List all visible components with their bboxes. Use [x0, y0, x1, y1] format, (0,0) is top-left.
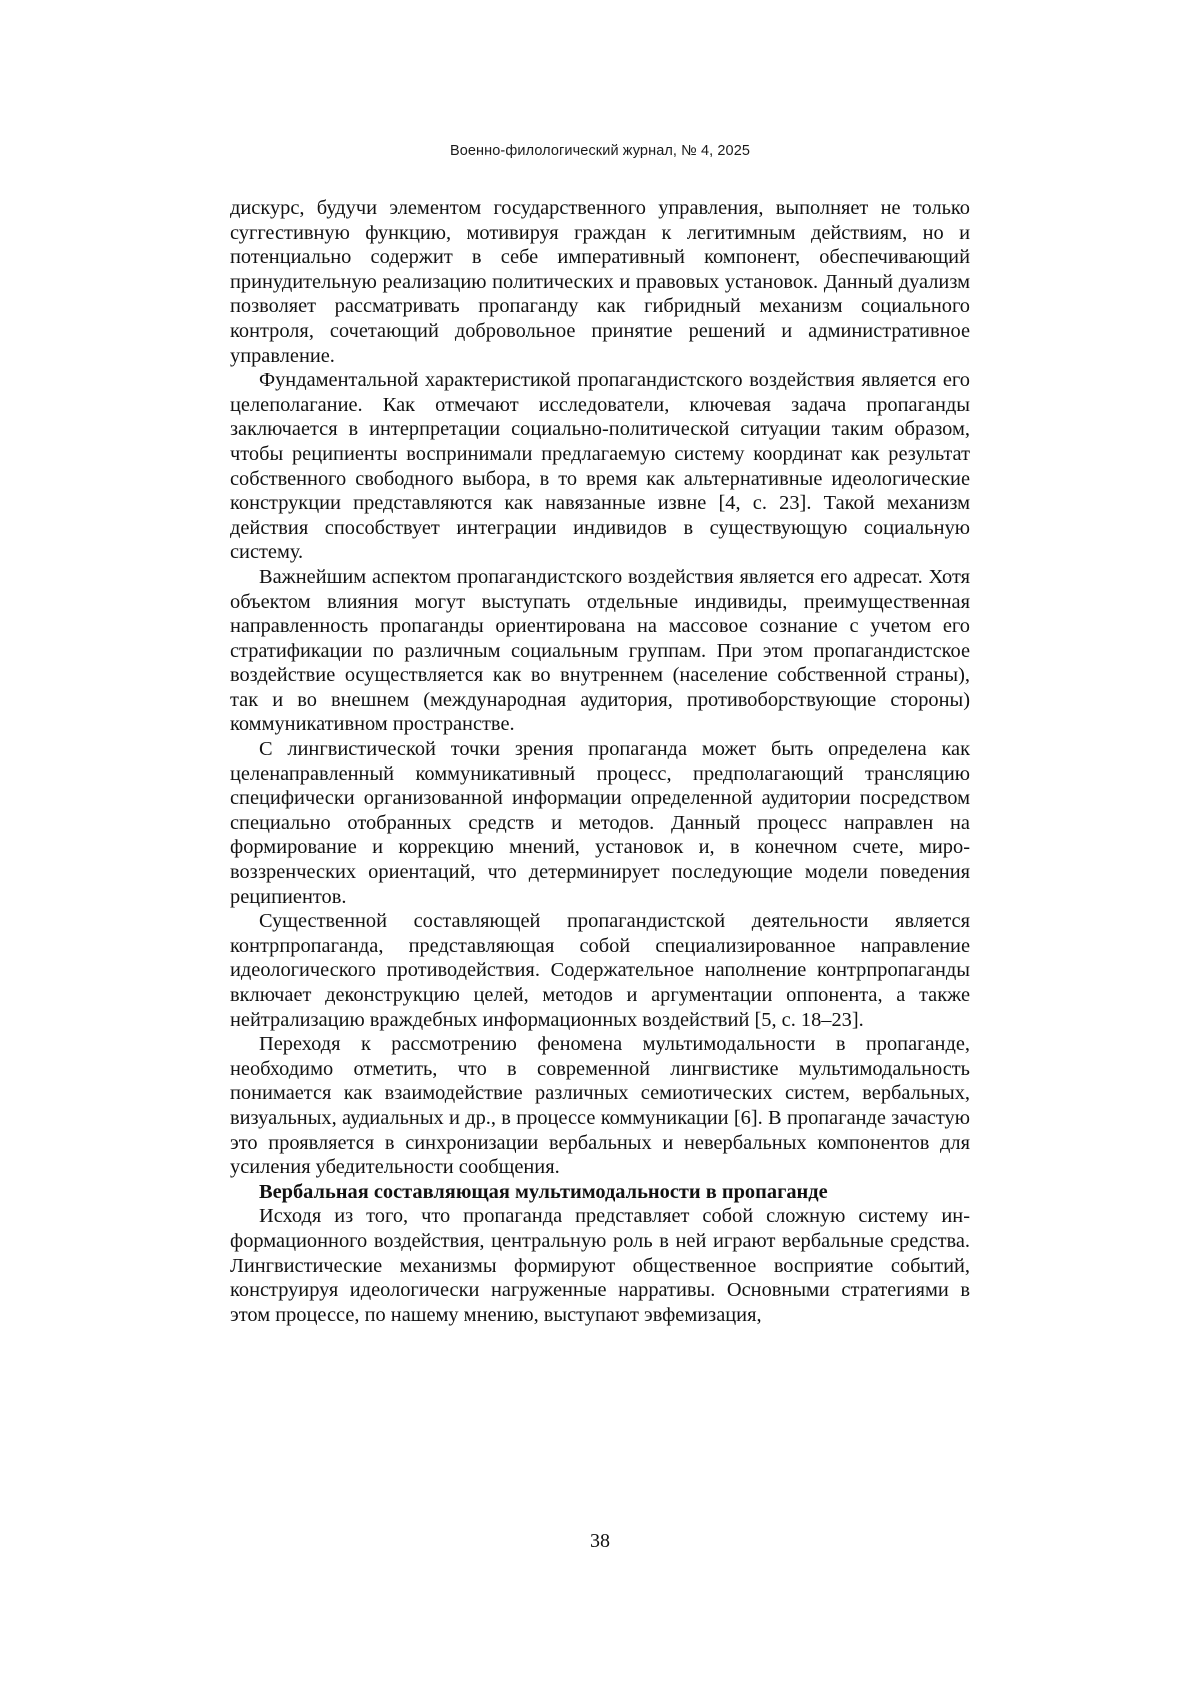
section-heading: Вербальная составляющая мультимодальности в пропаганде [259, 1180, 828, 1203]
paragraph-continued: дискурс, будучи элементом государственного управления, выполняет не только суггестивную функцию, мотивируя граждан к легитимным действиям, но и потенциально содержит в себе императивный компонент, обеспечивающий принудительную реализацию политических и правовых установок. Данный дуализм позволяет рассматривать пропаганду как гибридный механизм социального контроля, сочетающий добровольное принятие решений и административное управление. [230, 197, 970, 367]
article-body [230, 196, 970, 1327]
paragraph: Переходя к рассмотрению феномена мультимодальности в пропаганде, необходимо отметить, что в современной лингвистике мультимодальность понимается как взаимодействие различных семиотических систем, вербальных, визуальных, аудиальных и др., в процессе коммуникации [6]. В пропаганде зачастую это проявляется в синхронизации вербальных и невербальных компонентов для усиления убедительности сообщения. [230, 1033, 970, 1179]
paragraph: Фундаментальной характеристикой пропагандистского воздействия является его целеполагание. Как отмечают исследователи, ключевая задача пропаганды заключается в интерпретации социально-политической ситуации таким образом, чтобы реципиенты воспринимали предлагаемую систему координат как результат собственного свободного выбора, в то время как альтернативные идеологические конструкции представляются как навязанные извне [4, с. 23]. Такой механизм действия способствует интеграции индивидов в существующую социальную систему. [230, 369, 970, 564]
paragraph: Существенной составляющей пропагандистской деятельности является контрпропаганда, представляющая собой специализированное направление идеологического противодействия. Содержательное наполнение контрпропаганды включает деконструкцию целей, методов и аргументации оппонента, а также нейтрализацию враждебных информационных воздействий [5, с. 18–23]. [230, 910, 970, 1031]
page-number: 38 [590, 1530, 610, 1552]
paragraph: Исходя из того, что пропаганда представляет собой сложную систему информационного воздействия, центральную роль в ней играют вербальные средства. Лингвистические механизмы формируют общественное восприятие событий, конструируя идеологически нагруженные нарративы. Основными стратегиями в этом процессе, по нашему мнению, выступают эвфемизация, [230, 1205, 970, 1326]
running-header: Военно-филологический журнал, № 4, 2025 [449, 143, 751, 159]
paragraph: Важнейшим аспектом пропагандистского воздействия является его адресат. Хотя объектом влияния могут выступать отдельные индивиды, преимущественная направленность пропаганды ориентирована на массовое сознание с учетом его стратификации по различным социальным группам. При этом пропагандистское воздействие осуществляется как во внутреннем (население собственной страны), так и во внешнем (международная аудитория, противоборствующие стороны) коммуникативном пространстве. [230, 565, 970, 736]
paragraph: С лингвистической точки зрения пропаганда может быть определена как целенаправленный коммуникативный процесс, предполагающий трансляцию специфически организованной информации определенной аудитории посредством специально отобранных средств и методов. Данный процесс направлен на формирование и коррекцию мнений, установок и, в конечном счете, мировоззренческих ориентаций, что детерминирует последующие модели поведения реципиентов. [230, 738, 970, 908]
